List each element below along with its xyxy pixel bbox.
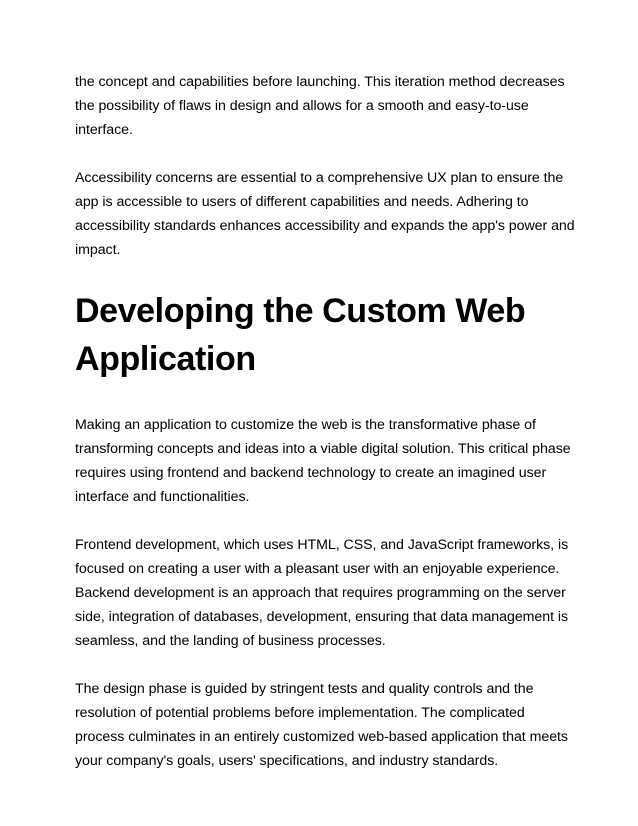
section-heading: Developing the Custom Web Application [75, 292, 526, 378]
paragraph-iteration-method: the concept and capabilities before launching. This iteration method decreases the possibility of flaws in design and allows for a smooth and easy-to-use interface. [75, 74, 565, 138]
paragraph-frontend-backend: Frontend development, which uses HTML, CSS, and JavaScript frameworks, is focused on creating a user with a pleasant user with an enjoyable experience. Backend development is an approach that requires programming on the server side, integration of databases, development, ensuring that data management is seamless, and the landing of business processes. [75, 537, 569, 649]
paragraph-design-phase: The design phase is guided by stringent tests and quality controls and the resolution of potential problems before implementation. The complicated process culminates in an entirely customized web-based application that meets your company's goals, users' specifications, and industry standards. [75, 681, 568, 769]
document-page [75, 70, 575, 773]
paragraph-accessibility: Accessibility concerns are essential to a comprehensive UX plan to ensure the app is accessible to users of different capabilities and needs. Adhering to accessibility standards enhances accessibility and expands the app's power and impact. [75, 170, 575, 258]
paragraph-custom-web-app: Making an application to customize the web is the transformative phase of transforming concepts and ideas into a viable digital solution. This critical phase requires using frontend and backend technology to create an imagined user interface and functionalities. [75, 417, 571, 505]
